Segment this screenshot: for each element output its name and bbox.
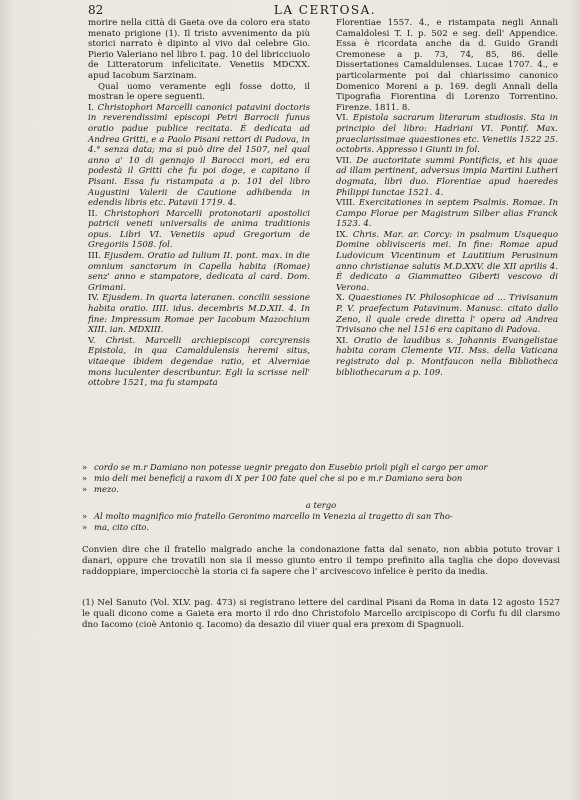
a-tergo-heading: a tergo [305, 500, 337, 510]
work-entry [336, 156, 558, 198]
work-entry [336, 230, 558, 294]
letter-text: cordo se m.r Damiano non potesse uegnir pregato don Eusebio prioli pigli el cargo per amor [94, 462, 488, 472]
closing-paragraph: Convien dire che il fratello malgrado anche la condonazione fatta dal senato, non abbia potuto trovar i danari, oppure che trovatili non sia il messo giunto entro il tempo prefinito alla taglia che dopo dovevasi raddoppiare, imperciocchè la storia ci fa sapere che l' arcivescovo infelice è perito da inedia. [82, 545, 560, 577]
page-number: 82 [88, 3, 104, 17]
footnote: (1) Nel Sanuto (Vol. XLV. pag. 473) si registrano lettere del cardinal Pisani da Roma in data 12 agosto 1527 le quali dicono come a Gaieta era morto il rdo dno Christofolo Marcello arcipiscopo di Corfu fu dil clarsmo dno Iacomo (cioè Antonio q. Iacomo) da desazio dil viuer qual era prexom di Spagnuoli. [82, 598, 560, 630]
paragraph: morire nella città di Gaeta ove da coloro era stato menato prigione (1). Il tristo avvenimento da più storici narrato è dipinto al vivo dal celebre Gio. Pierio Valeriano nel libro I. pag. 10 del libricciuolo de Litteratorum infelicitate. Venetiis MDCXX. apud Iacobum Sarzinam. [88, 18, 310, 81]
work-entry [88, 293, 310, 335]
entry-number: VI. [336, 113, 349, 124]
two-column-body [88, 18, 558, 458]
paragraph: Qual uomo veramente egli fosse dotto, il mostran le opere seguenti. [88, 81, 310, 103]
work-entry [336, 293, 558, 335]
work-entry [88, 336, 310, 389]
letter-text: ma, cito cito. [94, 522, 149, 532]
letter-line [82, 473, 560, 484]
paragraph: Florentiae 1557. 4., e ristampata negli Annali Camaldolesi T. I. p. 502 e seg. dell' Appendice. Essa è ricordata anche da d. Guido Grandi Cremonese a p. 73, 74, 85, 86. delle Dissertationes Camaldulenses. Lucae 1707. 4., e particolarmente poi dal chiarissimo canonico Domenico Moreni a p. 169. degli Annali della Tipografia Fiorentina di Lorenzo Torrentino. Firenze. 1811. 8. [336, 18, 558, 113]
work-entry [88, 103, 310, 209]
running-head: LA CERTOSA. [273, 3, 377, 17]
page-header [88, 2, 562, 18]
entry-text: Epistola sacrarum literarum studiosis. Sta in principio del libro: Hadriani VI. Pontif. Max. praeclarissimae quaestiones etc. Venetiis 1522 25. octobris. Appresso i Giunti in fol. [336, 113, 558, 156]
letter-quotation [82, 462, 560, 533]
entry-number: I. [88, 102, 95, 113]
entry-text: De auctoritate summi Pontificis, et his quae ad illam pertinent, adversus impia Martini Lutheri dogmata, libri duo. Florentiae apud haeredes Philippi Iunctae 1521. 4. [336, 155, 559, 198]
work-entry [336, 113, 558, 155]
work-entry [88, 251, 310, 293]
entry-text: Quaestiones IV. Philosophicae ad ... Trivisanum P. V. praefectum Patavinum. Manusc. citato dallo Zeno, il quale crede diretta l' opera ad Andrea Trivisano che nel 1516 era capitano di Padova. [336, 293, 558, 336]
right-column [336, 18, 558, 378]
entry-text: Ejusdem. In quarta lateranen. concilii sessione habita oratio. IIII. idus. decembris M.D.XII. 4. In fine: Impressum Romae per Iacobum Mazochium XIII. ian. MDXIII. [88, 293, 310, 336]
entry-number: III. [88, 251, 101, 262]
entry-text: Christophori Marcelli protonotarii apostolici patricii veneti universalis de anima traditionis opus. Libri VI. Venetiis apud Gregorium de Gregoriis 1508. fol. [88, 208, 311, 251]
entry-text: Oratio de laudibus s. Johannis Evangelistae habita coram Clemente VII. Mss. della Vaticana registrato dal p. Montfaucon nella Bibliotheca bibliothecarum a p. 109. [336, 335, 559, 378]
letter-text: mio deli mei beneficij a raxom di X per 100 fate quel che si po e m.r Damiano sera bon [94, 473, 463, 483]
letter-line [82, 511, 560, 522]
entry-number: II. [88, 208, 98, 219]
letter-text: mezo. [94, 484, 119, 494]
quote-mark: » [82, 484, 88, 494]
quote-mark: » [82, 511, 88, 521]
letter-line [82, 484, 560, 495]
entry-text: Christ. Marcelli archiepiscopi corcyrensis Epistola, in qua Camaldulensis heremi situs, vitaeque ibidem degendae ratio, et Alverniae mons luculenter describuntur. Egli la scrisse nell' ottobre 1521, ma fu stampata [88, 335, 311, 389]
entry-number: X. [336, 293, 345, 304]
entry-number: VIII. [336, 198, 356, 209]
entry-text: Christophori Marcelli canonici patavini doctoris in reverendissimi episcopi Petri Barrocii funus oratio padue publice recitata. È dedicata ad Andrea Gritti, e a Paolo Pisani rettori di Padova, in 4.° senza data; ma si può dire del 1507, nel qual anno a' 10 di gennajo il Barocci mori, ed era podestà il Gritti che fu poi doge, e capitano il Pisani. Essa fu ristampata a p. 101 del libro Augustini Valerii de Cautione adhibenda in edendis libris etc. Patavii 1719. 4. [88, 102, 310, 209]
entry-number: IX. [336, 229, 349, 240]
letter-line [82, 462, 560, 473]
letter-line [82, 522, 560, 533]
work-entry [88, 209, 310, 251]
work-entry [336, 336, 558, 378]
entry-number: VII. [336, 155, 352, 166]
entry-number: V. [88, 335, 96, 346]
entry-number: XI. [336, 335, 349, 346]
work-entry [336, 198, 558, 230]
entry-number: IV. [88, 293, 99, 304]
entry-text: Chris. Mar. ar. Corcy: in psalmum Usquequo Domine oblivisceris mei. In fine: Romae apud Ludovicum Vicentinum et Lautitium Perusinum anno christianae salutis M.D.XXV. die XII aprilis 4. È dedicato a Giammatteo Giberti vescovo di Verona. [336, 229, 559, 293]
quote-mark: » [82, 522, 88, 532]
letter-text: Al molto magnifico mio fratello Geronimo marcello in Venezia al tragetto di san Tho- [94, 511, 453, 521]
entry-text: Ejusdem. Oratio ad Iulium II. pont. max. in die omnium sanctorum in Capella habita (Romae) senz' anno e stampatore, dedicata al card. Dom. Grimani. [88, 251, 310, 293]
entry-text: Exercitationes in septem Psalmis. Romae. In Campo Florae per Magistrum Silber alias Franck 1523. 4. [336, 198, 558, 230]
quote-mark: » [82, 462, 88, 472]
left-column [88, 18, 310, 389]
quote-mark: » [82, 473, 88, 483]
